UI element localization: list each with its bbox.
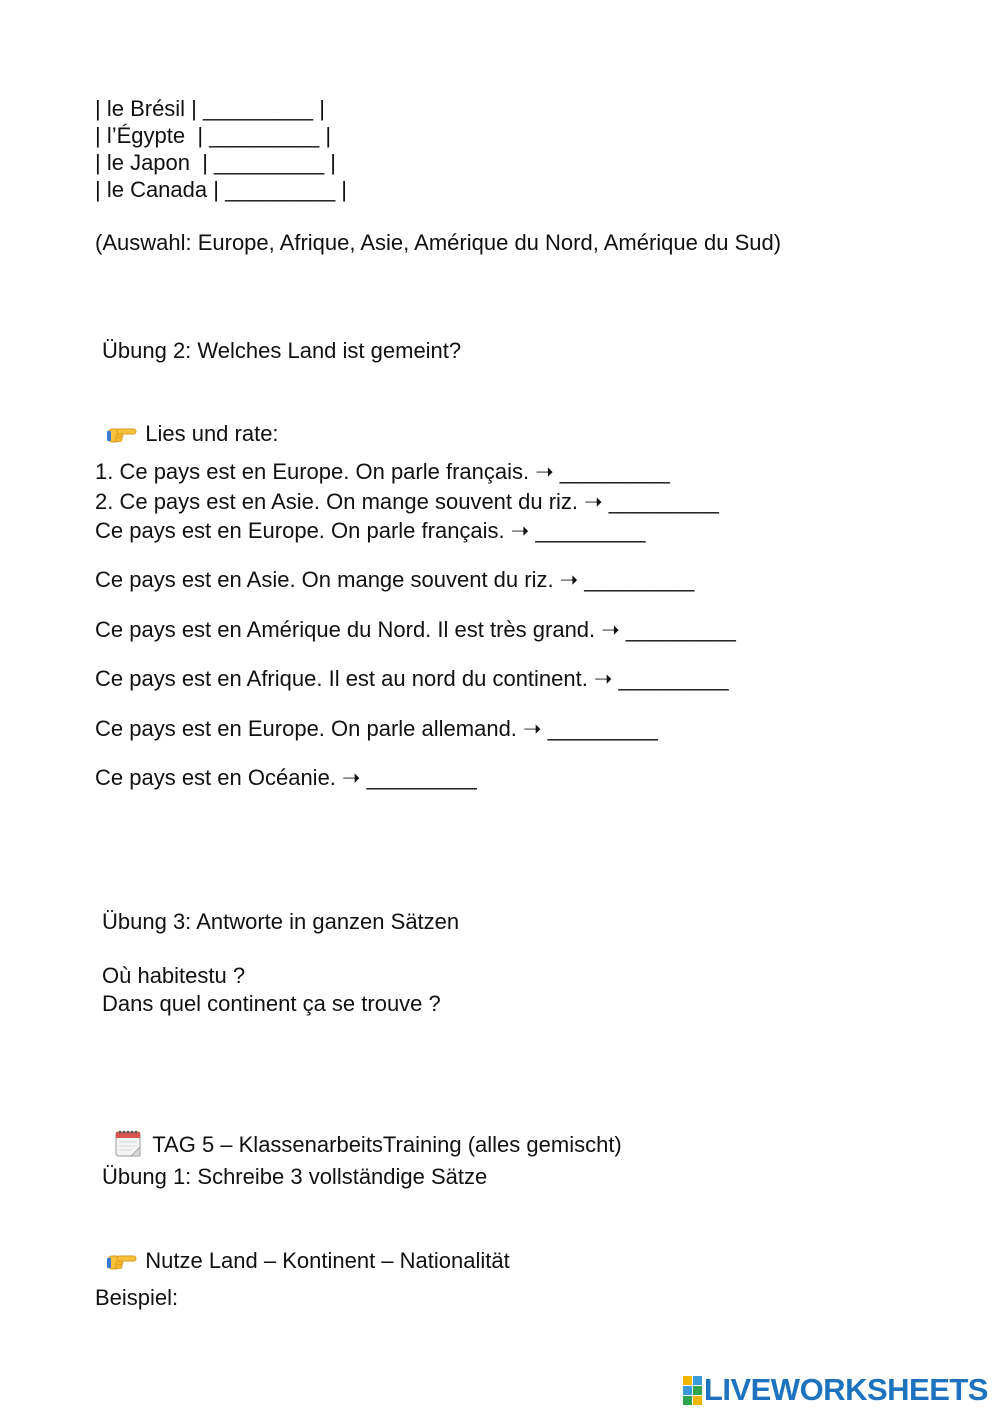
logo-mark-icon xyxy=(683,1376,702,1405)
list-item: Ce pays est en Europe. On parle français. ➝ _________ xyxy=(95,518,646,543)
exercise2-title: Übung 2: Welches Land ist gemeint? xyxy=(102,338,462,363)
list-item: Ce pays est en Afrique. Il est au nord du continent. ➝ _________ xyxy=(95,666,729,691)
liveworksheets-logo[interactable] xyxy=(683,1372,988,1408)
list-item: Ce pays est en Asie. On mange souvent du riz. ➝ _________ xyxy=(95,567,695,592)
calendar-icon xyxy=(114,1128,142,1158)
exercise3-title: Übung 3: Antworte in ganzen Sätzen xyxy=(102,909,460,934)
question: Où habitestu ? xyxy=(102,963,246,988)
list-item: Ce pays est en Europe. On parle allemand. ➝ _________ xyxy=(95,716,658,741)
logo-text: LIVEWORKSHEETS xyxy=(703,1372,988,1407)
example-label: Beispiel: xyxy=(95,1285,179,1310)
table-row: | le Canada | _________ | xyxy=(95,177,348,202)
list-item: 2. Ce pays est en Asie. On mange souvent du riz. ➝ _________ xyxy=(95,489,719,514)
pointing-hand-icon xyxy=(107,1252,137,1270)
exercise2-instruction-line xyxy=(95,401,279,445)
day5-title-line xyxy=(102,1106,622,1158)
table-row: | l’Égypte | _________ | xyxy=(95,123,332,148)
list-item: 1. Ce pays est en Europe. On parle français. ➝ _________ xyxy=(95,459,670,484)
day5-instruction: Nutze Land – Kontinent – Nationalität xyxy=(145,1248,510,1273)
choice-hint: (Auswahl: Europe, Afrique, Asie, Amérique du Nord, Amérique du Sud) xyxy=(95,230,782,255)
exercise2-instruction: Lies und rate: xyxy=(145,421,279,446)
pointing-hand-icon xyxy=(107,425,137,443)
table-row: | le Brésil | _________ | xyxy=(95,96,325,121)
list-item: Ce pays est en Océanie. ➝ _________ xyxy=(95,765,477,790)
day5-exercise1-title: Übung 1: Schreibe 3 vollständige Sätze xyxy=(102,1164,488,1189)
question: Dans quel continent ça se trouve ? xyxy=(102,991,441,1016)
table-row: | le Japon | _________ | xyxy=(95,150,337,175)
day5-instruction-line xyxy=(95,1228,510,1272)
list-item: Ce pays est en Amérique du Nord. Il est très grand. ➝ _________ xyxy=(95,617,736,642)
day5-title: TAG 5 – KlassenarbeitsTraining (alles gemischt) xyxy=(152,1132,622,1157)
